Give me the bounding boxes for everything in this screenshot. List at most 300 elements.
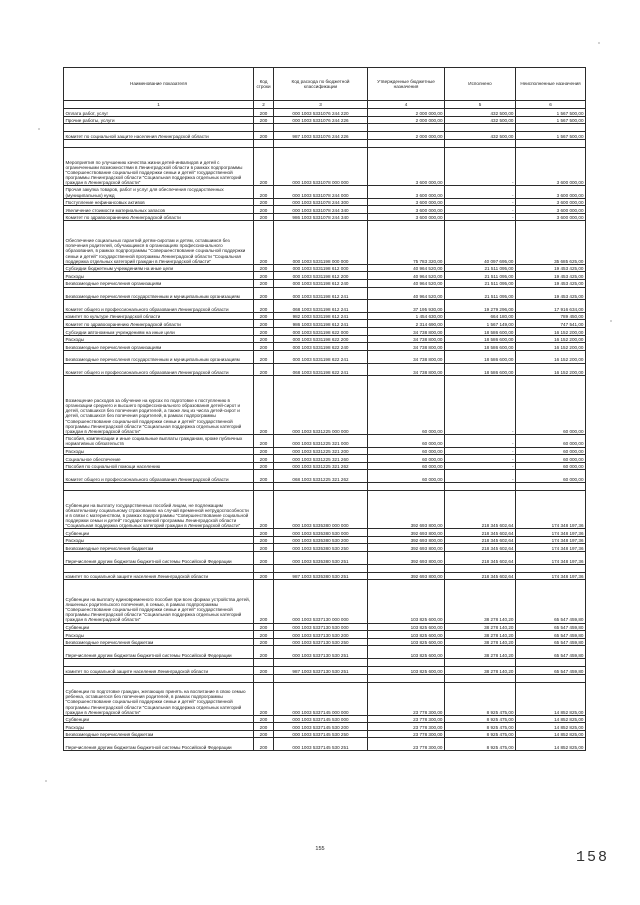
- row-budget-code: 987 1003 5331076 244 226: [274, 132, 368, 140]
- row-budget-code: 987 1003 5337130 530 251: [274, 667, 368, 675]
- row-unexecuted: [516, 659, 586, 667]
- row-approved: 392 693 800,00: [368, 529, 445, 537]
- row-name: Субсидии бюджетным учреждениям на иные цели: [64, 264, 254, 272]
- table-row: [64, 667, 586, 675]
- row-budget-code: 000 1003 5331198 612 200: [274, 272, 368, 280]
- row-line-code: 200: [254, 320, 274, 328]
- row-approved: 1 454 630,00: [368, 312, 445, 320]
- row-budget-code: 068 1003 5331198 612 241: [274, 300, 368, 313]
- row-line-code: 200: [254, 623, 274, 631]
- row-budget-code: 068 1003 5331198 622 241: [274, 363, 368, 376]
- row-executed: 18 586 600,00: [445, 363, 516, 376]
- row-approved: 2 000 000,00: [368, 109, 445, 117]
- row-approved: 103 825 600,00: [368, 638, 445, 646]
- row-line-code: 200: [254, 185, 274, 198]
- row-budget-code: 000 1003 5337145 530 250: [274, 730, 368, 738]
- row-unexecuted: 65 547 459,80: [516, 631, 586, 639]
- row-budget-code: 000 1003 5331225 321 260: [274, 455, 368, 463]
- row-executed: 18 586 600,00: [445, 350, 516, 363]
- row-executed: -: [445, 455, 516, 463]
- row-unexecuted: 174 348 197,36: [516, 544, 586, 552]
- row-name: Субвенции: [64, 623, 254, 631]
- spacer-row: [64, 659, 586, 667]
- row-budget-code: 000 1003 5337130 530 200: [274, 631, 368, 639]
- row-approved: [368, 482, 445, 490]
- row-name: Комитет по здравоохранению Ленинградской области: [64, 213, 254, 221]
- row-approved: 34 738 800,00: [368, 335, 445, 343]
- row-unexecuted: 14 852 825,00: [516, 715, 586, 723]
- row-approved: 3 600 000,00: [368, 185, 445, 198]
- row-executed: -: [445, 206, 516, 214]
- table-row: [64, 206, 586, 214]
- row-executed: 218 345 602,64: [445, 544, 516, 552]
- row-name: Субвенции на выплату единовременного пособия при всех формах устройства детей, лишенных родительского попечения, в семью, в рамках подпрограммы "Совершенствование социальной поддержки семьи и детей" государственной программы Ленинградской области "Социальная поддержка отдельных категорий граждан в Ленинградской области": [64, 580, 254, 623]
- row-budget-code: 000 1003 5335380 530 000: [274, 529, 368, 537]
- table-row: [64, 544, 586, 552]
- row-unexecuted: 60 000,00: [516, 455, 586, 463]
- row-name: Перечисления другим бюджетам бюджетной системы Российской Федерации: [64, 646, 254, 659]
- row-line-code: 200: [254, 667, 274, 675]
- row-executed: -: [445, 447, 516, 455]
- row-executed: [445, 674, 516, 682]
- row-executed: [445, 124, 516, 132]
- row-approved: 34 738 800,00: [368, 363, 445, 376]
- row-executed: 8 925 475,00: [445, 682, 516, 715]
- row-executed: 8 925 475,00: [445, 738, 516, 751]
- row-name: [64, 674, 254, 682]
- row-line-code: [254, 139, 274, 147]
- spacer-row: [64, 564, 586, 572]
- row-budget-code: 986 1003 5331078 244 340: [274, 213, 368, 221]
- row-unexecuted: [516, 674, 586, 682]
- row-name: Субвенции по подготовке граждан, желающих принять на воспитание в свою семью ребенка, оставшегося без попечения родителей, в рамках подпрограммы "Совершенствование социальной поддержки семьи и детей" государственной программы Ленинградской области "Социальная поддержка отдельных категорий граждан в Ленинградской области": [64, 682, 254, 715]
- row-name: [64, 659, 254, 667]
- row-unexecuted: 16 152 200,00: [516, 363, 586, 376]
- column-number-row: [64, 101, 586, 109]
- row-line-code: 200: [254, 738, 274, 751]
- row-approved: 60 000,00: [368, 447, 445, 455]
- row-budget-code: 000 1003 5331076 244 220: [274, 109, 368, 117]
- row-unexecuted: 65 547 459,80: [516, 580, 586, 623]
- row-unexecuted: 747 541,00: [516, 320, 586, 328]
- row-executed: -: [445, 198, 516, 206]
- row-name: Комитет по социальной защите населения Ленинградской области: [64, 132, 254, 140]
- row-executed: 432 500,00: [445, 132, 516, 140]
- table-row: [64, 213, 586, 221]
- row-executed: -: [445, 376, 516, 435]
- row-approved: 40 964 520,00: [368, 279, 445, 287]
- row-line-code: 200: [254, 715, 274, 723]
- row-executed: 38 278 140,20: [445, 646, 516, 659]
- row-executed: 218 345 602,64: [445, 551, 516, 564]
- row-line-code: [254, 124, 274, 132]
- row-budget-code: 000 1003 5337130 000 000: [274, 580, 368, 623]
- row-name: Увеличение стоимости материальных запасов: [64, 206, 254, 214]
- row-line-code: 200: [254, 723, 274, 731]
- row-approved: 37 195 930,00: [368, 300, 445, 313]
- row-approved: 392 693 800,00: [368, 536, 445, 544]
- row-unexecuted: 1 567 500,00: [516, 109, 586, 117]
- row-unexecuted: 789 450,00: [516, 312, 586, 320]
- table-row: [64, 185, 586, 198]
- row-approved: 2 000 000,00: [368, 132, 445, 140]
- row-executed: -: [445, 434, 516, 447]
- row-budget-code: 000 1003 5337130 530 250: [274, 638, 368, 646]
- row-budget-code: 000 1003 5331198 612 240: [274, 279, 368, 287]
- row-unexecuted: [516, 124, 586, 132]
- table-row: [64, 132, 586, 140]
- row-executed: [445, 659, 516, 667]
- row-budget-code: 000 1003 5331078 000 000: [274, 147, 368, 185]
- column-number: 5: [445, 101, 516, 109]
- row-name: Поступление нефинансовых активов: [64, 198, 254, 206]
- table-row: [64, 434, 586, 447]
- row-budget-code: [274, 482, 368, 490]
- row-unexecuted: 60 000,00: [516, 470, 586, 483]
- row-unexecuted: 1 567 500,00: [516, 132, 586, 140]
- table-row: [64, 470, 586, 483]
- row-budget-code: 000 1003 5335380 530 200: [274, 536, 368, 544]
- row-budget-code: 000 1003 5337145 530 200: [274, 723, 368, 731]
- row-executed: 38 278 140,20: [445, 631, 516, 639]
- row-approved: 3 600 000,00: [368, 147, 445, 185]
- table-row: [64, 529, 586, 537]
- row-name: Расходы: [64, 272, 254, 280]
- row-name: Комитет общего и профессионального образования Ленинградской области: [64, 300, 254, 313]
- table-row: [64, 300, 586, 313]
- table-row: [64, 328, 586, 336]
- row-line-code: 200: [254, 264, 274, 272]
- row-line-code: 200: [254, 221, 274, 264]
- row-approved: 60 000,00: [368, 376, 445, 435]
- row-executed: 218 345 602,64: [445, 536, 516, 544]
- row-unexecuted: 17 916 634,00: [516, 300, 586, 313]
- table-row: [64, 116, 586, 124]
- row-unexecuted: 65 547 459,80: [516, 638, 586, 646]
- row-unexecuted: 65 547 459,80: [516, 623, 586, 631]
- table-row: [64, 580, 586, 623]
- row-line-code: 200: [254, 328, 274, 336]
- row-executed: 38 278 140,20: [445, 667, 516, 675]
- row-name: Безвозмездные перечисления бюджетам: [64, 730, 254, 738]
- row-approved: 2 000 000,00: [368, 116, 445, 124]
- scan-speck: [610, 320, 612, 322]
- table-row: [64, 376, 586, 435]
- table-row: [64, 646, 586, 659]
- row-budget-code: 000 1003 5331198 622 241: [274, 350, 368, 363]
- row-line-code: 200: [254, 544, 274, 552]
- table-row: [64, 279, 586, 287]
- row-approved: 3 600 000,00: [368, 206, 445, 214]
- row-budget-code: 000 1003 5331198 612 000: [274, 264, 368, 272]
- header-approved: Утвержденные бюджетные назначения: [368, 68, 445, 101]
- row-line-code: 200: [254, 682, 274, 715]
- row-budget-code: 000 1003 5337130 530 000: [274, 623, 368, 631]
- page-number: 155: [315, 846, 325, 852]
- column-number: 3: [274, 101, 368, 109]
- row-name: Расходы: [64, 536, 254, 544]
- row-line-code: 200: [254, 490, 274, 528]
- row-name: Комитет общего и профессионального образования Ленинградской области: [64, 470, 254, 483]
- row-approved: 3 600 000,00: [368, 213, 445, 221]
- row-line-code: 200: [254, 335, 274, 343]
- row-approved: [368, 659, 445, 667]
- row-approved: 23 778 300,00: [368, 682, 445, 715]
- row-unexecuted: 14 852 825,00: [516, 723, 586, 731]
- row-executed: 8 925 475,00: [445, 715, 516, 723]
- table-row: [64, 447, 586, 455]
- row-name: комитет по социальной защите населения Ленинградской области: [64, 667, 254, 675]
- table-row: [64, 320, 586, 328]
- row-executed: [445, 564, 516, 572]
- row-line-code: 200: [254, 462, 274, 470]
- column-number: 6: [516, 101, 586, 109]
- row-budget-code: 000 1003 5335380 530 251: [274, 551, 368, 564]
- row-executed: 8 925 475,00: [445, 730, 516, 738]
- row-budget-code: 000 1003 5335380 000 000: [274, 490, 368, 528]
- row-name: [64, 564, 254, 572]
- row-approved: 60 000,00: [368, 462, 445, 470]
- row-unexecuted: 16 152 200,00: [516, 343, 586, 351]
- row-line-code: 200: [254, 116, 274, 124]
- row-executed: 18 586 600,00: [445, 335, 516, 343]
- table-row: [64, 715, 586, 723]
- row-approved: 23 778 300,00: [368, 738, 445, 751]
- row-executed: 21 511 095,00: [445, 272, 516, 280]
- row-line-code: 200: [254, 572, 274, 580]
- row-unexecuted: 60 000,00: [516, 434, 586, 447]
- row-unexecuted: 3 600 000,00: [516, 198, 586, 206]
- row-unexecuted: 174 348 197,36: [516, 536, 586, 544]
- row-name: Перечисления другим бюджетам бюджетной системы Российской Федерации: [64, 738, 254, 751]
- row-line-code: 200: [254, 198, 274, 206]
- row-name: Комитет по здравоохранению Ленинградской области: [64, 320, 254, 328]
- row-budget-code: 000 1003 5331078 244 340: [274, 206, 368, 214]
- row-approved: 34 738 800,00: [368, 350, 445, 363]
- table-row: [64, 490, 586, 528]
- row-approved: 103 825 600,00: [368, 667, 445, 675]
- row-line-code: [254, 659, 274, 667]
- row-approved: 75 783 320,00: [368, 221, 445, 264]
- row-name: Субвенции: [64, 529, 254, 537]
- row-unexecuted: 3 600 000,00: [516, 185, 586, 198]
- row-budget-code: [274, 659, 368, 667]
- row-approved: [368, 124, 445, 132]
- scan-speck: [45, 780, 47, 782]
- row-budget-code: 000 1003 5331198 000 000: [274, 221, 368, 264]
- row-budget-code: 986 1003 5331198 612 241: [274, 320, 368, 328]
- row-executed: [445, 482, 516, 490]
- row-executed: 38 278 140,20: [445, 638, 516, 646]
- row-unexecuted: 174 348 197,36: [516, 551, 586, 564]
- header-budget-code: Код расхода по бюджетной классификации: [274, 68, 368, 101]
- row-budget-code: 000 1003 5337145 530 251: [274, 738, 368, 751]
- row-name: Оплата работ, услуг: [64, 109, 254, 117]
- row-name: Субвенции на выплату государственных пособий лицам, не подлежащим обязательному социальному страхованию на случай временной нетрудоспособности и в связи с материнством, в рамках подпрограммы "Совершенствование социальной поддержки семьи и детей" государственной программы Ленинградской области "Социальная поддержка отдельных категорий граждан в Ленинградской области": [64, 490, 254, 528]
- table-row: [64, 551, 586, 564]
- table-row: [64, 109, 586, 117]
- header-executed: Исполнено: [445, 68, 516, 101]
- row-budget-code: 000 1003 5331198 622 240: [274, 343, 368, 351]
- handwritten-sheet-number: 158: [576, 849, 610, 866]
- row-budget-code: 000 1003 5331225 000 000: [274, 376, 368, 435]
- table-row: [64, 572, 586, 580]
- spacer-row: [64, 482, 586, 490]
- row-line-code: 200: [254, 279, 274, 287]
- table-row: [64, 723, 586, 731]
- row-unexecuted: 35 685 625,00: [516, 221, 586, 264]
- row-unexecuted: 19 453 425,00: [516, 264, 586, 272]
- row-approved: 23 778 300,00: [368, 723, 445, 731]
- row-approved: 34 738 800,00: [368, 328, 445, 336]
- row-name: Расходы: [64, 447, 254, 455]
- row-unexecuted: 60 000,00: [516, 376, 586, 435]
- row-budget-code: 982 1003 5331198 612 241: [274, 312, 368, 320]
- row-name: Перечисления другим бюджетам бюджетной системы Российской Федерации: [64, 551, 254, 564]
- table-row: [64, 536, 586, 544]
- row-line-code: 200: [254, 470, 274, 483]
- row-unexecuted: [516, 139, 586, 147]
- row-executed: 432 500,00: [445, 116, 516, 124]
- row-line-code: [254, 564, 274, 572]
- row-approved: 392 693 800,00: [368, 544, 445, 552]
- row-approved: 392 693 800,00: [368, 572, 445, 580]
- row-name: Безвозмездные перечисления организациям: [64, 343, 254, 351]
- row-unexecuted: 19 453 425,00: [516, 287, 586, 300]
- row-unexecuted: 14 852 825,00: [516, 730, 586, 738]
- row-approved: 3 600 000,00: [368, 198, 445, 206]
- table-row: [64, 198, 586, 206]
- row-name: Мероприятия по улучшению качества жизни детей-инвалидов и детей с ограниченными возможностями в Ленинградской области в рамках подпрограммы "Совершенствование социальной поддержки семьи и детей" государственной программы Ленинградской области "Социальная поддержка отдельных категорий граждан в Ленинградской области": [64, 147, 254, 185]
- header-indicator-name: Наименование показателя: [64, 68, 254, 101]
- table-row: [64, 738, 586, 751]
- table-row: [64, 363, 586, 376]
- table-row: [64, 623, 586, 631]
- row-unexecuted: 14 852 825,00: [516, 682, 586, 715]
- row-unexecuted: 60 000,00: [516, 447, 586, 455]
- row-line-code: 200: [254, 580, 274, 623]
- row-budget-code: 000 1003 5331078 244 000: [274, 185, 368, 198]
- row-executed: -: [445, 147, 516, 185]
- table-row: [64, 343, 586, 351]
- row-budget-code: 068 1003 5331225 321 262: [274, 470, 368, 483]
- row-budget-code: 000 1003 5337145 530 000: [274, 715, 368, 723]
- row-executed: 664 180,00: [445, 312, 516, 320]
- row-executed: -: [445, 470, 516, 483]
- row-executed: -: [445, 185, 516, 198]
- row-name: Безвозмездные перечисления бюджетам: [64, 638, 254, 646]
- row-approved: 103 825 600,00: [368, 623, 445, 631]
- row-approved: 34 738 800,00: [368, 343, 445, 351]
- row-approved: 2 314 690,00: [368, 320, 445, 328]
- row-budget-code: 000 1003 5331225 321 000: [274, 434, 368, 447]
- row-line-code: 200: [254, 447, 274, 455]
- row-line-code: 200: [254, 206, 274, 214]
- row-line-code: 200: [254, 287, 274, 300]
- row-line-code: 200: [254, 343, 274, 351]
- row-unexecuted: 1 567 500,00: [516, 116, 586, 124]
- row-unexecuted: [516, 564, 586, 572]
- row-name: комитет по социальной защите населения Ленинградской области: [64, 572, 254, 580]
- table-row: [64, 638, 586, 646]
- row-unexecuted: 174 348 197,36: [516, 490, 586, 528]
- column-number: 4: [368, 101, 445, 109]
- row-executed: 18 586 600,00: [445, 343, 516, 351]
- row-name: [64, 482, 254, 490]
- row-executed: -: [445, 213, 516, 221]
- row-name: Расходы: [64, 723, 254, 731]
- row-approved: 40 964 520,00: [368, 264, 445, 272]
- row-name: Безвозмездные перечисления государственным и муниципальным организациям: [64, 350, 254, 363]
- row-line-code: 200: [254, 376, 274, 435]
- row-name: Субвенции: [64, 715, 254, 723]
- row-approved: 392 693 800,00: [368, 490, 445, 528]
- row-line-code: 200: [254, 529, 274, 537]
- row-approved: [368, 564, 445, 572]
- table-row: [64, 462, 586, 470]
- scan-speck: [598, 42, 600, 44]
- row-line-code: 200: [254, 730, 274, 738]
- table-row: [64, 264, 586, 272]
- row-budget-code: [274, 564, 368, 572]
- row-budget-code: 000 1003 5331225 321 262: [274, 462, 368, 470]
- row-budget-code: [274, 124, 368, 132]
- header-unexecuted: Неисполненные назначения: [516, 68, 586, 101]
- row-line-code: 200: [254, 455, 274, 463]
- row-budget-code: 000 1003 5337130 530 251: [274, 646, 368, 659]
- row-line-code: 200: [254, 638, 274, 646]
- budget-table: [63, 67, 586, 751]
- row-executed: 38 278 140,20: [445, 623, 516, 631]
- row-unexecuted: 3 600 000,00: [516, 213, 586, 221]
- row-approved: 60 000,00: [368, 434, 445, 447]
- row-budget-code: 000 1003 5331078 244 300: [274, 198, 368, 206]
- spacer-row: [64, 124, 586, 132]
- row-budget-code: [274, 674, 368, 682]
- header-row: [64, 68, 586, 101]
- row-line-code: 200: [254, 213, 274, 221]
- row-line-code: 200: [254, 434, 274, 447]
- table-row: [64, 730, 586, 738]
- table-row: [64, 350, 586, 363]
- row-line-code: [254, 482, 274, 490]
- row-budget-code: 000 1003 5331225 321 200: [274, 447, 368, 455]
- row-unexecuted: [516, 482, 586, 490]
- row-name: [64, 139, 254, 147]
- row-name: Расходы: [64, 631, 254, 639]
- row-approved: 103 825 600,00: [368, 646, 445, 659]
- row-approved: 23 778 300,00: [368, 730, 445, 738]
- table-body: [64, 109, 586, 751]
- row-executed: [445, 139, 516, 147]
- row-name: Безвозмездные перечисления организациям: [64, 279, 254, 287]
- row-executed: 19 279 296,00: [445, 300, 516, 313]
- row-budget-code: 000 1003 5337145 000 000: [274, 682, 368, 715]
- row-unexecuted: 3 600 000,00: [516, 206, 586, 214]
- row-executed: 21 511 095,00: [445, 279, 516, 287]
- row-budget-code: 000 1003 5331076 244 226: [274, 116, 368, 124]
- row-line-code: 200: [254, 646, 274, 659]
- row-executed: 18 586 600,00: [445, 328, 516, 336]
- table-row: [64, 147, 586, 185]
- row-unexecuted: 19 453 425,00: [516, 272, 586, 280]
- budget-execution-sheet: [63, 67, 585, 751]
- row-line-code: 200: [254, 551, 274, 564]
- row-approved: [368, 139, 445, 147]
- row-executed: 218 345 602,64: [445, 529, 516, 537]
- row-name: Прочие работы, услуги: [64, 116, 254, 124]
- row-unexecuted: 65 547 459,80: [516, 667, 586, 675]
